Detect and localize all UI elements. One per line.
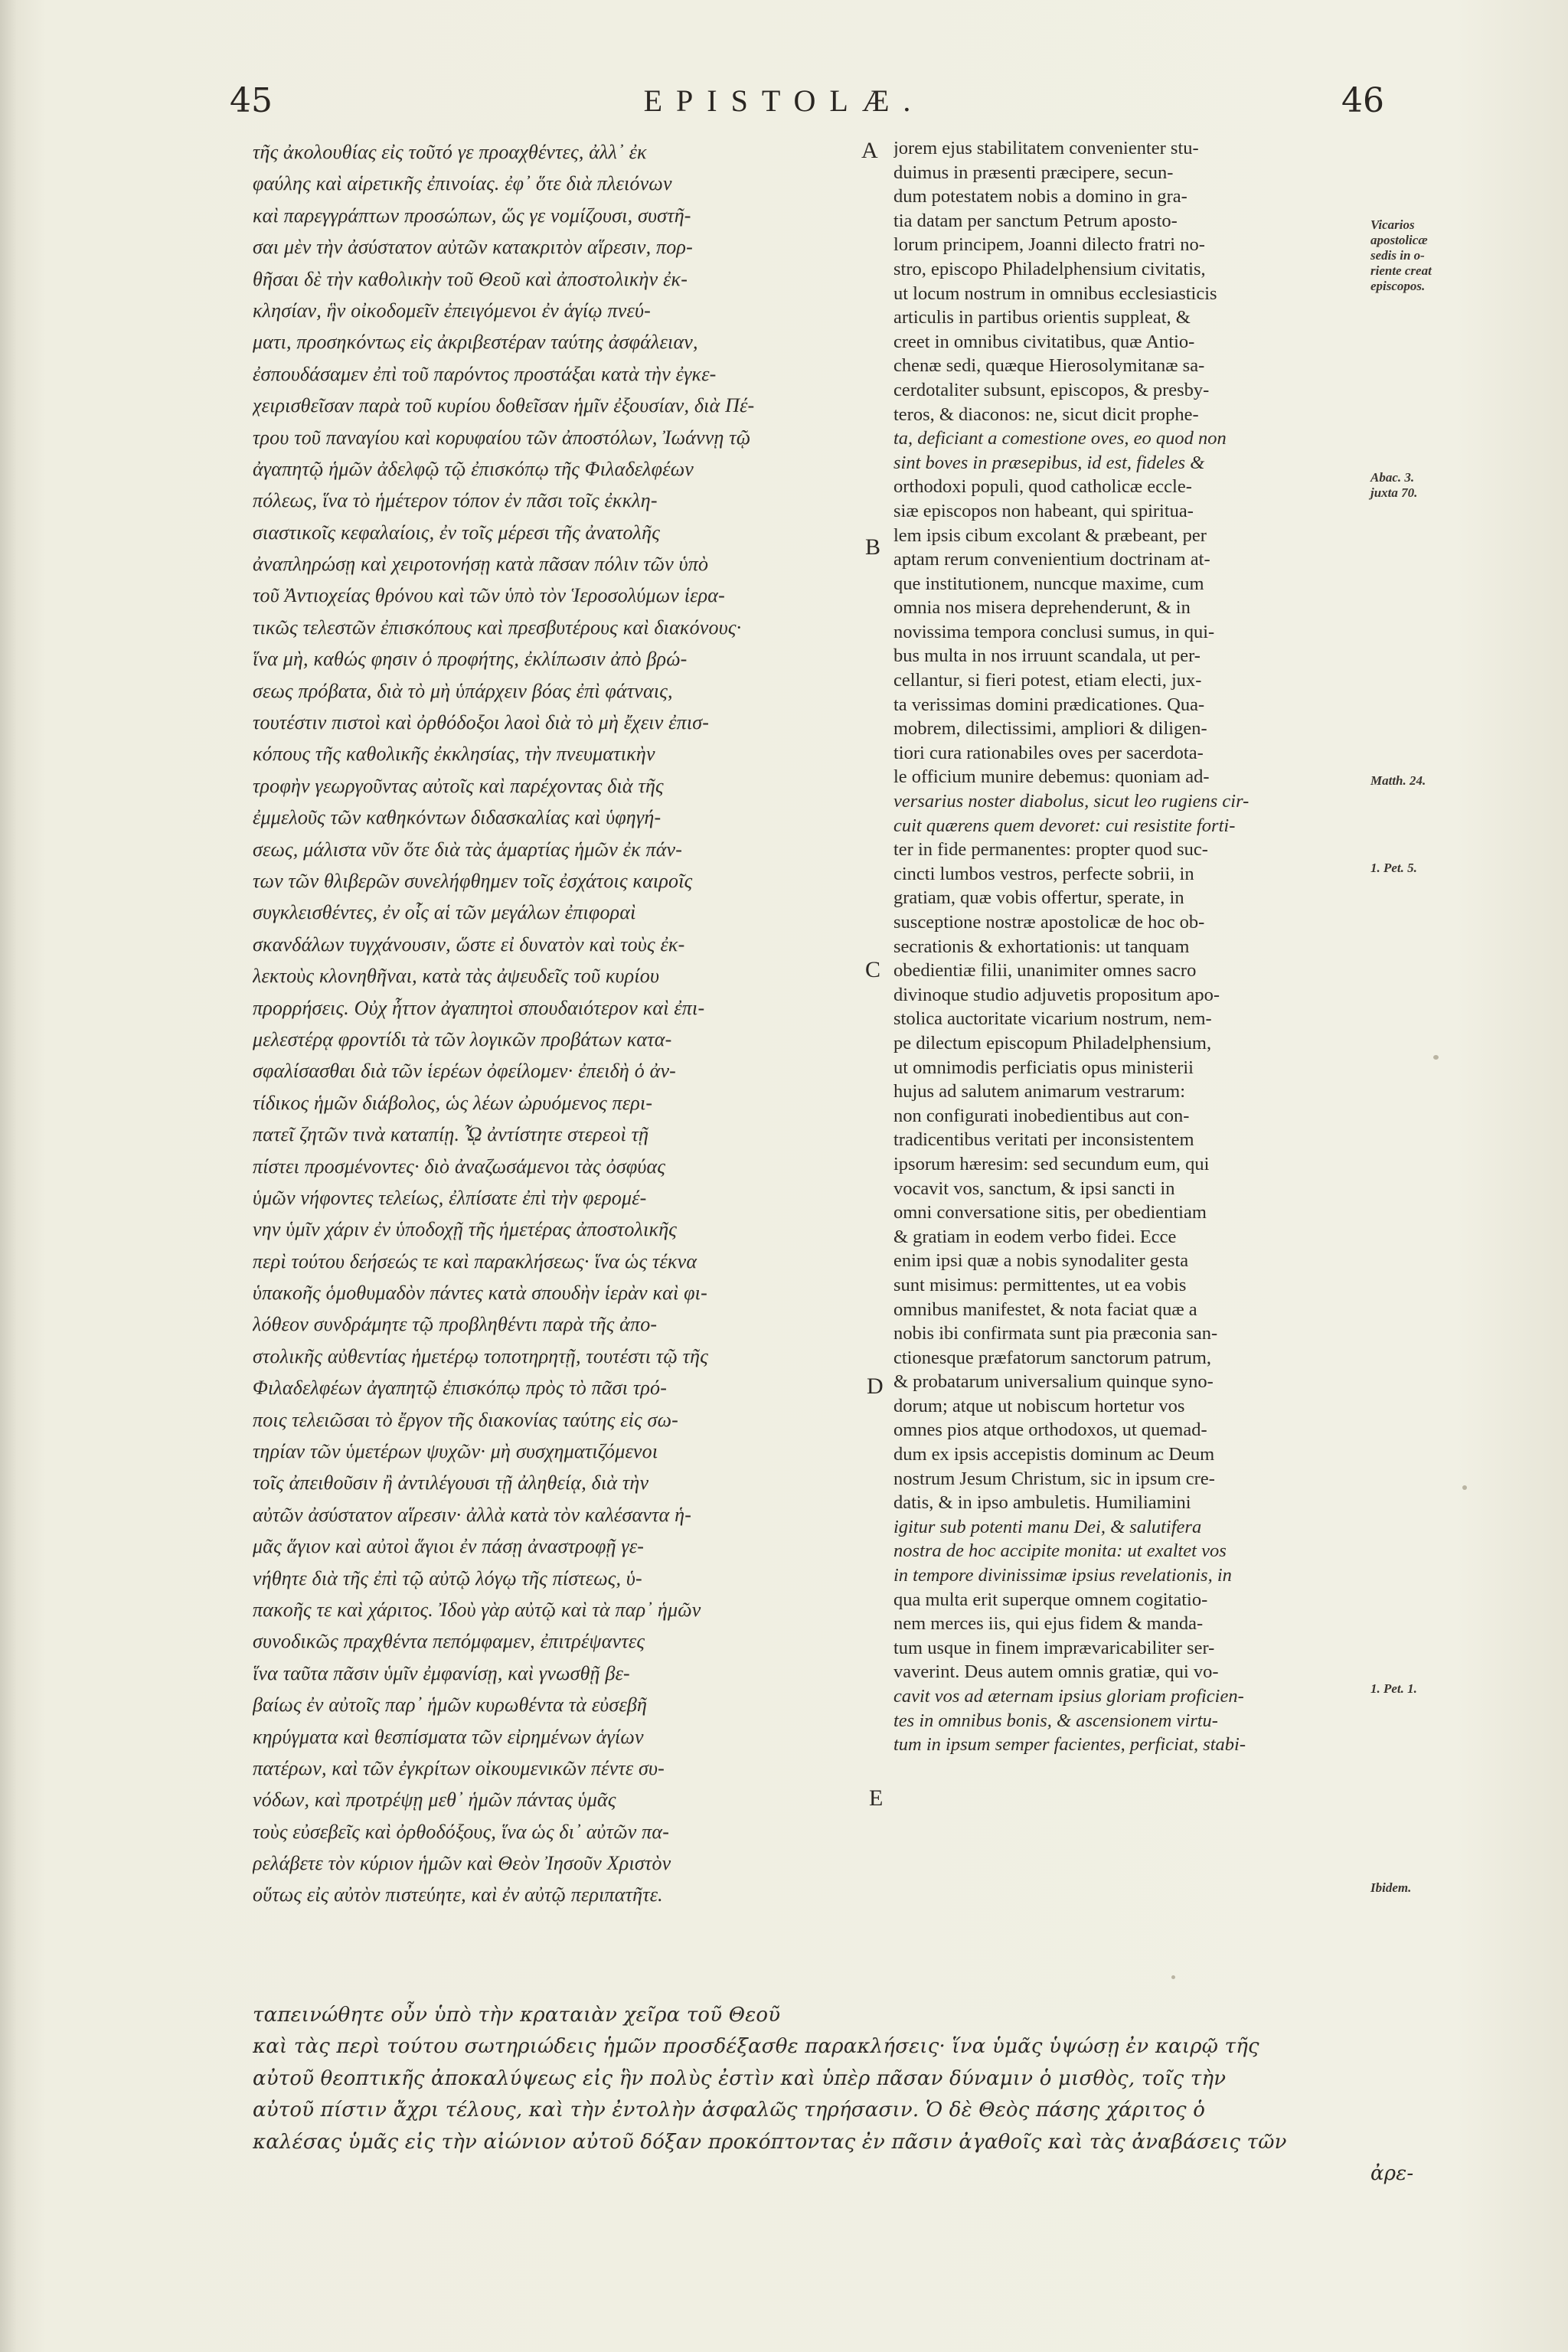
greek-line: ἵνα μὴ, καθώς φησιν ὁ προφήτης, ἐκλίπωσιν ἀπὸ βρώ-: [253, 648, 688, 671]
latin-line: jorem ejus stabilitatem convenienter stu-: [893, 138, 1199, 158]
greek-line: λόθεον συνδράμητε τῷ προβληθέντι παρὰ τῆς ἀπο-: [253, 1313, 658, 1336]
latin-line: vocavit vos, sanctum, & ipsi sancti in: [893, 1178, 1175, 1199]
greek-line: ἀγαπητῷ ἡμῶν ἀδελφῷ τῷ ἐπισκόπῳ τῆς Φιλαδελφέων: [253, 457, 694, 480]
latin-line: sint boves in præsepibus, id est, fideles &: [893, 452, 1205, 473]
latin-line: siæ episcopos non habeant, qui spiritua-: [893, 500, 1194, 521]
marginal-note-matth: Matth. 24.: [1370, 773, 1426, 788]
greek-line: στολικῆς αὐθεντίας ἡμετέρῳ τοποτηρητῇ, τουτέστι τῷ τῆς: [253, 1344, 708, 1367]
latin-line: tes in omnibus bonis, & ascensionem virtu-: [893, 1710, 1218, 1731]
latin-line: ta verissimas domini prædicationes. Qua-: [893, 694, 1205, 715]
latin-line: mobrem, dilectissimi, ampliori & diligen-: [893, 718, 1207, 740]
greek-line: οὕτως εἰς αὐτὸν πιστεύητε, καὶ ἐν αὐτῷ περιπατῆτε.: [253, 1883, 663, 1906]
latin-line: ipsorum hæresim: sed secundum eum, qui: [893, 1153, 1210, 1174]
latin-line: nobis ibi confirmata sunt pia præconia san-: [893, 1323, 1218, 1344]
latin-line: chenæ sedi, quæque Hierosolymitanæ sa-: [893, 355, 1205, 377]
greek-line: συγκλεισθέντες, ἐν οἷς αἱ τῶν μεγάλων ἐπιφοραὶ: [253, 901, 636, 924]
latin-line: & gratiam in eodem verbo fidei. Ecce: [893, 1226, 1177, 1247]
greek-line: αὐτῶν ἀσύστατον αἵρεσιν· ἀλλὰ κατὰ τὸν καλέσαντα ἡ-: [253, 1503, 692, 1526]
greek-line: τοῖς ἀπειθοῦσιν ἢ ἀντιλέγουσι τῇ ἀληθείᾳ, διὰ τὴν: [253, 1472, 649, 1494]
latin-line: cerdotaliter subsunt, episcopos, & presby-: [893, 379, 1210, 400]
greek-line: νην ὑμῖν χάριν ἐν ὑποδοχῇ τῆς ἡμετέρας ἀποστολικῆς: [253, 1218, 678, 1241]
greek-line: σεως πρόβατα, διὰ τὸ μὴ ὑπάρχειν βόας ἐπὶ φάτναις,: [253, 679, 673, 702]
latin-line: dorum; atque ut nobiscum hortetur vos: [893, 1395, 1185, 1416]
section-letter-b: B: [865, 534, 881, 560]
latin-line: obedientiæ filii, unanimiter omnes sacro: [893, 960, 1197, 982]
latin-line: vaverint. Deus autem omnis gratiæ, qui vo-: [893, 1661, 1219, 1683]
greek-line: καὶ τὰς περὶ τούτου σωτηριώδεις ἡμῶν προσδέξασθε παρακλήσεις· ἵνα ὑμᾶς ὑψώσῃ ἐν καιρῷ τῆς: [253, 2035, 1259, 2059]
latin-line: ut omnimodis perficiatis opus ministerii: [893, 1057, 1194, 1078]
page-number-right: 46: [1341, 81, 1384, 120]
greek-line: ἀρε-: [1370, 2161, 1414, 2185]
greek-line: χειρισθεῖσαν παρὰ τοῦ κυρίου δοθεῖσαν ἡμῖν ἐξουσίαν, διὰ Πέ-: [253, 394, 755, 417]
greek-line: τηρίαν τῶν ὑμετέρων ψυχῶν· μὴ συσχηματιζόμενοι: [253, 1440, 658, 1463]
greek-line: τοὺς εὐσεβεῖς καὶ ὀρθοδόξους, ἵνα ὡς δι᾽ αὐτῶν πα-: [253, 1820, 670, 1843]
greek-line: τροφὴν γεωργοῦντας αὐτοῖς καὶ παρέχοντας διὰ τῆς: [253, 774, 664, 797]
latin-line: duimus in præsenti præcipere, secun-: [893, 162, 1174, 183]
greek-line: σκανδάλων τυγχάνουσιν, ὥστε εἰ δυνατὸν καὶ τοὺς ἐκ-: [253, 933, 685, 956]
greek-line: καλέσας ὑμᾶς εἰς τὴν αἰώνιον αὐτοῦ δόξαν προκόπτοντας ἐν πᾶσιν ἀγαθοῖς καὶ τὰς ἀναβάσεις τῶν: [253, 2130, 1287, 2154]
latin-line: stolica auctoritate vicarium nostrum, nem-: [893, 1008, 1212, 1030]
latin-line: divinoque studio adjuvetis propositum apo-: [893, 984, 1220, 1005]
greek-line: κηρύγματα καὶ θεσπίσματα τῶν εἰρημένων ἁγίων: [253, 1725, 644, 1748]
greek-line: τρου τοῦ παναγίου καὶ κορυφαίου τῶν ἀποστόλων, Ἰωάννῃ τῷ: [253, 426, 751, 449]
latin-line: orthodoxi populi, quod catholicæ eccle-: [893, 476, 1192, 498]
greek-line: τῆς ἀκολουθίας εἰς τοῦτό γε προαχθέντες, ἀλλ᾽ ἐκ: [253, 141, 647, 163]
greek-line: ὑπακοῆς ὁμοθυμαδὸν πάντες κατὰ σπουδὴν ἱερὰν καὶ φι-: [253, 1282, 707, 1305]
greek-line: νόδων, καὶ προτρέψῃ μεθ᾽ ἡμῶν πάντας ὑμᾶς: [253, 1788, 616, 1811]
greek-line: κόπους τῆς καθολικῆς ἐκκλησίας, τὴν πνευματικὴν: [253, 743, 655, 766]
latin-line: tradicentibus veritati per inconsistentem: [893, 1129, 1194, 1151]
latin-line: nostra de hoc accipite monita: ut exaltet vos: [893, 1540, 1227, 1562]
latin-line: le officium munire debemus: quoniam ad-: [893, 766, 1210, 788]
section-letter-d: D: [867, 1374, 884, 1399]
greek-line: λεκτοὺς κλονηθῆναι, κατὰ τὰς ἀψευδεῖς τοῦ κυρίου: [253, 965, 660, 988]
latin-line: ta, deficiant a comestione oves, eo quod non: [893, 428, 1227, 449]
section-letter-c: C: [865, 957, 881, 982]
latin-line: ter in fide permanentes: propter quod suc-: [893, 839, 1208, 861]
greek-line: ἵνα ταῦτα πᾶσιν ὑμῖν ἐμφανίσῃ, καὶ γνωσθῇ βε-: [253, 1661, 630, 1684]
marginal-note-ibidem: Ibidem.: [1370, 1880, 1412, 1895]
greek-line: πατέρων, καὶ τῶν ἐγκρίτων οἰκουμενικῶν πέντε συ-: [253, 1756, 665, 1779]
latin-line: qua multa erit superque omnem cogitatio-: [893, 1589, 1208, 1610]
latin-line: tum usque in finem imprævaricabiliter ser-: [893, 1637, 1215, 1658]
latin-line: ctionesque præfatorum sanctorum patrum,: [893, 1347, 1212, 1368]
latin-line: teros, & diaconos: ne, sicut dicit prophe-: [893, 403, 1199, 425]
latin-line: in tempore divinissimæ ipsius revelationis, in: [893, 1565, 1232, 1586]
greek-line: ρελάβετε τὸν κύριον ἡμῶν καὶ Θεὸν Ἰησοῦν Χριστὸν: [253, 1852, 671, 1875]
latin-line: bus multa in nos irruunt scandala, ut per-: [893, 645, 1200, 667]
latin-line: articulis in partibus orientis suppleat, &: [893, 307, 1191, 328]
greek-line: τουτέστιν πιστοὶ καὶ ὀρθόδοξοι λαοὶ διὰ τὸ μὴ ἔχειν ἐπισ-: [253, 711, 710, 734]
latin-line: susceptione nostræ apostolicæ de hoc ob-: [893, 912, 1205, 933]
greek-line: τίδικος ἡμῶν διάβολος, ὡς λέων ὠρυόμενος περι-: [253, 1091, 653, 1114]
latin-line: sunt misimus: permittentes, ut ea vobis: [893, 1274, 1187, 1295]
greek-line: ταπεινώθητε οὖν ὑπὸ τὴν κραταιὰν χεῖρα τοῦ Θεοῦ: [253, 2004, 781, 2027]
latin-text-column: [893, 136, 1376, 1757]
greek-line: πόλεως, ἵνα τὸ ἡμέτερον τόπον ἐν πᾶσι τοῖς ἐκκλη-: [253, 489, 658, 512]
paper-speck: [1433, 1055, 1439, 1060]
latin-line: novissima tempora conclusi sumus, in qui-: [893, 621, 1215, 642]
marginal-note-1-pet-1: 1. Pet. 1.: [1370, 1681, 1417, 1696]
latin-line: stro, episcopo Philadelphensium civitatis,: [893, 258, 1206, 279]
latin-line: que institutionem, nuncque maxime, cum: [893, 573, 1204, 594]
latin-line: nem merces iis, qui ejus fidem & manda-: [893, 1613, 1204, 1635]
section-letter-e: E: [869, 1785, 884, 1811]
greek-line: καὶ παρεγγράπτων προσώπων, ὥς γε νομίζουσι, συστῆ-: [253, 204, 691, 227]
greek-line: φαύλης καὶ αἱρετικῆς ἐπινοίας. ἐφ᾽ ὅτε διὰ πλειόνων: [253, 172, 672, 195]
greek-line: προρρήσεις. Οὐχ ἧττον ἀγαπητοὶ σπουδαιότερον καὶ ἐπι-: [253, 996, 705, 1019]
latin-line: cavit vos ad æternam ipsius gloriam proficien-: [893, 1686, 1244, 1707]
greek-text-continuation: [253, 2000, 1447, 2190]
marginal-note-abac: Abac. 3. juxta 70.: [1370, 470, 1418, 500]
latin-line: cincti lumbos vestros, perfecte sobrii, in: [893, 863, 1194, 884]
latin-line: tia datam per sanctum Petrum aposto-: [893, 210, 1178, 231]
greek-line: των τῶν θλιβερῶν συνελήφθημεν τοῖς ἐσχάτοις καιροῖς: [253, 869, 693, 892]
greek-line: θῆσαι δὲ τὴν καθολικὴν τοῦ Θεοῦ καὶ ἀποστολικὴν ἐκ-: [253, 267, 688, 290]
marginal-note-vicarios: Vicarios apostolicæ sedis in o- riente creat episcopos.: [1370, 217, 1432, 293]
latin-line: datis, & in ipso ambuletis. Humiliamini: [893, 1492, 1191, 1514]
greek-line: περὶ τούτου δεήσεώς τε καὶ παρακλήσεως· ἵνα ὡς τέκνα: [253, 1250, 697, 1272]
greek-line: πακοῆς τε καὶ χάριτος. Ἰδοὺ γὰρ αὐτῷ καὶ τὰ παρ᾽ ἡμῶν: [253, 1598, 701, 1621]
latin-line: dum ex ipsis accepistis dominum ac Deum: [893, 1444, 1215, 1465]
latin-line: cuit quærens quem devoret: cui resistite forti-: [893, 815, 1236, 836]
page-number-left: 45: [230, 81, 273, 120]
greek-line: ἐσπουδάσαμεν ἐπὶ τοῦ παρόντος προστάξαι κατὰ τὴν ἐγκε-: [253, 362, 717, 385]
page-header: [0, 81, 1568, 127]
latin-line: tiori cura rationabiles oves per sacerdota-: [893, 742, 1204, 763]
greek-line: μελεστέρᾳ φροντίδι τὰ τῶν λογικῶν προβάτων κατα-: [253, 1027, 672, 1050]
paper-speck: [1462, 1485, 1467, 1490]
greek-line: αὐτοῦ θεοπτικῆς ἀποκαλύψεως εἰς ἣν πολὺς ἐστὶν καὶ ὑπὲρ πᾶσαν δύναμιν ὁ μισθὸς, τοῖς τὴν: [253, 2066, 1227, 2090]
greek-line: σφαλίσασθαι διὰ τῶν ἱερέων ὀφείλομεν· ἐπειδὴ ὁ ἀν-: [253, 1060, 677, 1083]
latin-line: secrationis & exhortationis: ut tanquam: [893, 936, 1190, 957]
greek-line: τικῶς τελεστῶν ἐπισκόπους καὶ πρεσβυτέρους καὶ διακόνους·: [253, 616, 742, 639]
latin-line: & probatarum universalium quinque syno-: [893, 1371, 1214, 1393]
greek-text-column: [253, 136, 858, 1911]
paper-speck: [1171, 1975, 1175, 1979]
greek-line: τοῦ Ἀντιοχείας θρόνου καὶ τῶν ὑπὸ τὸν Ἱεροσολύμων ἱερα-: [253, 584, 725, 607]
latin-line: lorum principem, Joanni dilecto fratri no-: [893, 234, 1205, 256]
latin-line: cellantur, si fieri potest, etiam electi, jux-: [893, 670, 1202, 691]
latin-line: omnia nos misera deprehenderunt, & in: [893, 597, 1191, 619]
greek-line: κλησίαν, ἣν οἰκοδομεῖν ἐπειγόμενοι ἐν ἁγίῳ πνεύ-: [253, 299, 651, 322]
latin-line: nostrum Jesum Christum, sic in ipsum cre-: [893, 1468, 1215, 1489]
greek-line: Φιλαδελφέων ἀγαπητῷ ἐπισκόπῳ πρὸς τὸ πᾶσι τρό-: [253, 1377, 668, 1400]
greek-line: ἀναπληρώσῃ καὶ χειροτονήσῃ κατὰ πᾶσαν πόλιν τῶν ὑπὸ: [253, 553, 709, 576]
greek-line: πίστει προσμένοντες· διὸ ἀναζωσάμενοι τὰς ὀσφύας: [253, 1155, 666, 1178]
greek-line: βαίως ἐν αὐτοῖς παρ᾽ ἡμῶν κυρωθέντα τὰ εὐσεβῆ: [253, 1694, 648, 1717]
greek-line: ὑμῶν νήφοντες τελείως, ἐλπίσατε ἐπὶ τὴν φερομέ-: [253, 1186, 647, 1209]
greek-line: ματι, προσηκόντως εἰς ἀκριβεστέραν ταύτης ἀσφάλειαν,: [253, 331, 698, 354]
latin-line: omnes pios atque orthodoxos, ut quemad-: [893, 1419, 1207, 1441]
greek-line: σαι μὲν τὴν ἀσύστατον αὐτῶν κατακριτὸν αἵρεσιν, πορ-: [253, 236, 693, 259]
latin-line: ut locum nostrum in omnibus ecclesiasticis: [893, 283, 1217, 304]
latin-line: pe dilectum episcopum Philadelphensium,: [893, 1032, 1212, 1054]
latin-line: omni conversatione sitis, per obedientiam: [893, 1202, 1207, 1223]
running-title: EPISTOLÆ.: [643, 83, 925, 118]
latin-line: omnibus manifestet, & nota faciat quæ a: [893, 1298, 1197, 1320]
greek-line: πατεῖ ζητῶν τινὰ καταπίῃ. ᾯ ἀντίστητε στερεοὶ τῇ: [253, 1123, 649, 1146]
latin-line: creet in omnibus civitatibus, quæ Antio-: [893, 331, 1195, 352]
greek-line: σιαστικοῖς κεφαλαίοις, ἐν τοῖς μέρεσι τῆς ἀνατολῆς: [253, 521, 660, 544]
greek-line: αὐτοῦ πίστιν ἄχρι τέλους, καὶ τὴν ἐντολὴν ἀσφαλῶς τηρήσασιν. Ὁ δὲ Θεὸς πάσης χάριτος ὁ: [253, 2099, 1206, 2122]
latin-line: hujus ad salutem animarum vestrarum:: [893, 1081, 1186, 1102]
latin-line: tum in ipsum semper facientes, perficiat, stabi-: [893, 1734, 1246, 1756]
greek-line: σεως, μάλιστα νῦν ὅτε διὰ τὰς ἁμαρτίας ἡμῶν ἐκ πάν-: [253, 838, 683, 861]
greek-line: ποις τελειῶσαι τὸ ἔργον τῆς διακονίας ταύτης εἰς σω-: [253, 1408, 678, 1431]
latin-line: aptam rerum convenientium doctrinam at-: [893, 549, 1210, 570]
greek-line: ἐμμελοῦς τῶν καθηκόντων διδασκαλίας καὶ ὑφηγή-: [253, 806, 662, 829]
latin-line: lem ipsis cibum excolant & præbeant, per: [893, 524, 1207, 546]
latin-line: dum potestatem nobis a domino in gra-: [893, 186, 1187, 207]
latin-line: igitur sub potenti manu Dei, & salutifera: [893, 1516, 1202, 1537]
latin-line: non configurati inobedientibus aut con-: [893, 1105, 1190, 1126]
latin-line: gratiam, quæ vobis offertur, sperate, in: [893, 887, 1184, 909]
marginal-note-1-pet-5: 1. Pet. 5.: [1370, 861, 1417, 875]
greek-line: συνοδικῶς πραχθέντα πεπόμφαμεν, ἐπιτρέψαντες: [253, 1630, 645, 1653]
latin-line: enim ipsi quæ a nobis synodaliter gesta: [893, 1250, 1189, 1272]
latin-line: versarius noster diabolus, sicut leo rugiens cir-: [893, 791, 1250, 812]
greek-line: νήθητε διὰ τῆς ἐπὶ τῷ αὐτῷ λόγῳ τῆς πίστεως, ὑ-: [253, 1566, 642, 1589]
greek-line: μᾶς ἅγιον καὶ αὐτοὶ ἅγιοι ἐν πάσῃ ἀναστροφῇ γε-: [253, 1535, 645, 1558]
section-letter-a: A: [861, 138, 878, 163]
